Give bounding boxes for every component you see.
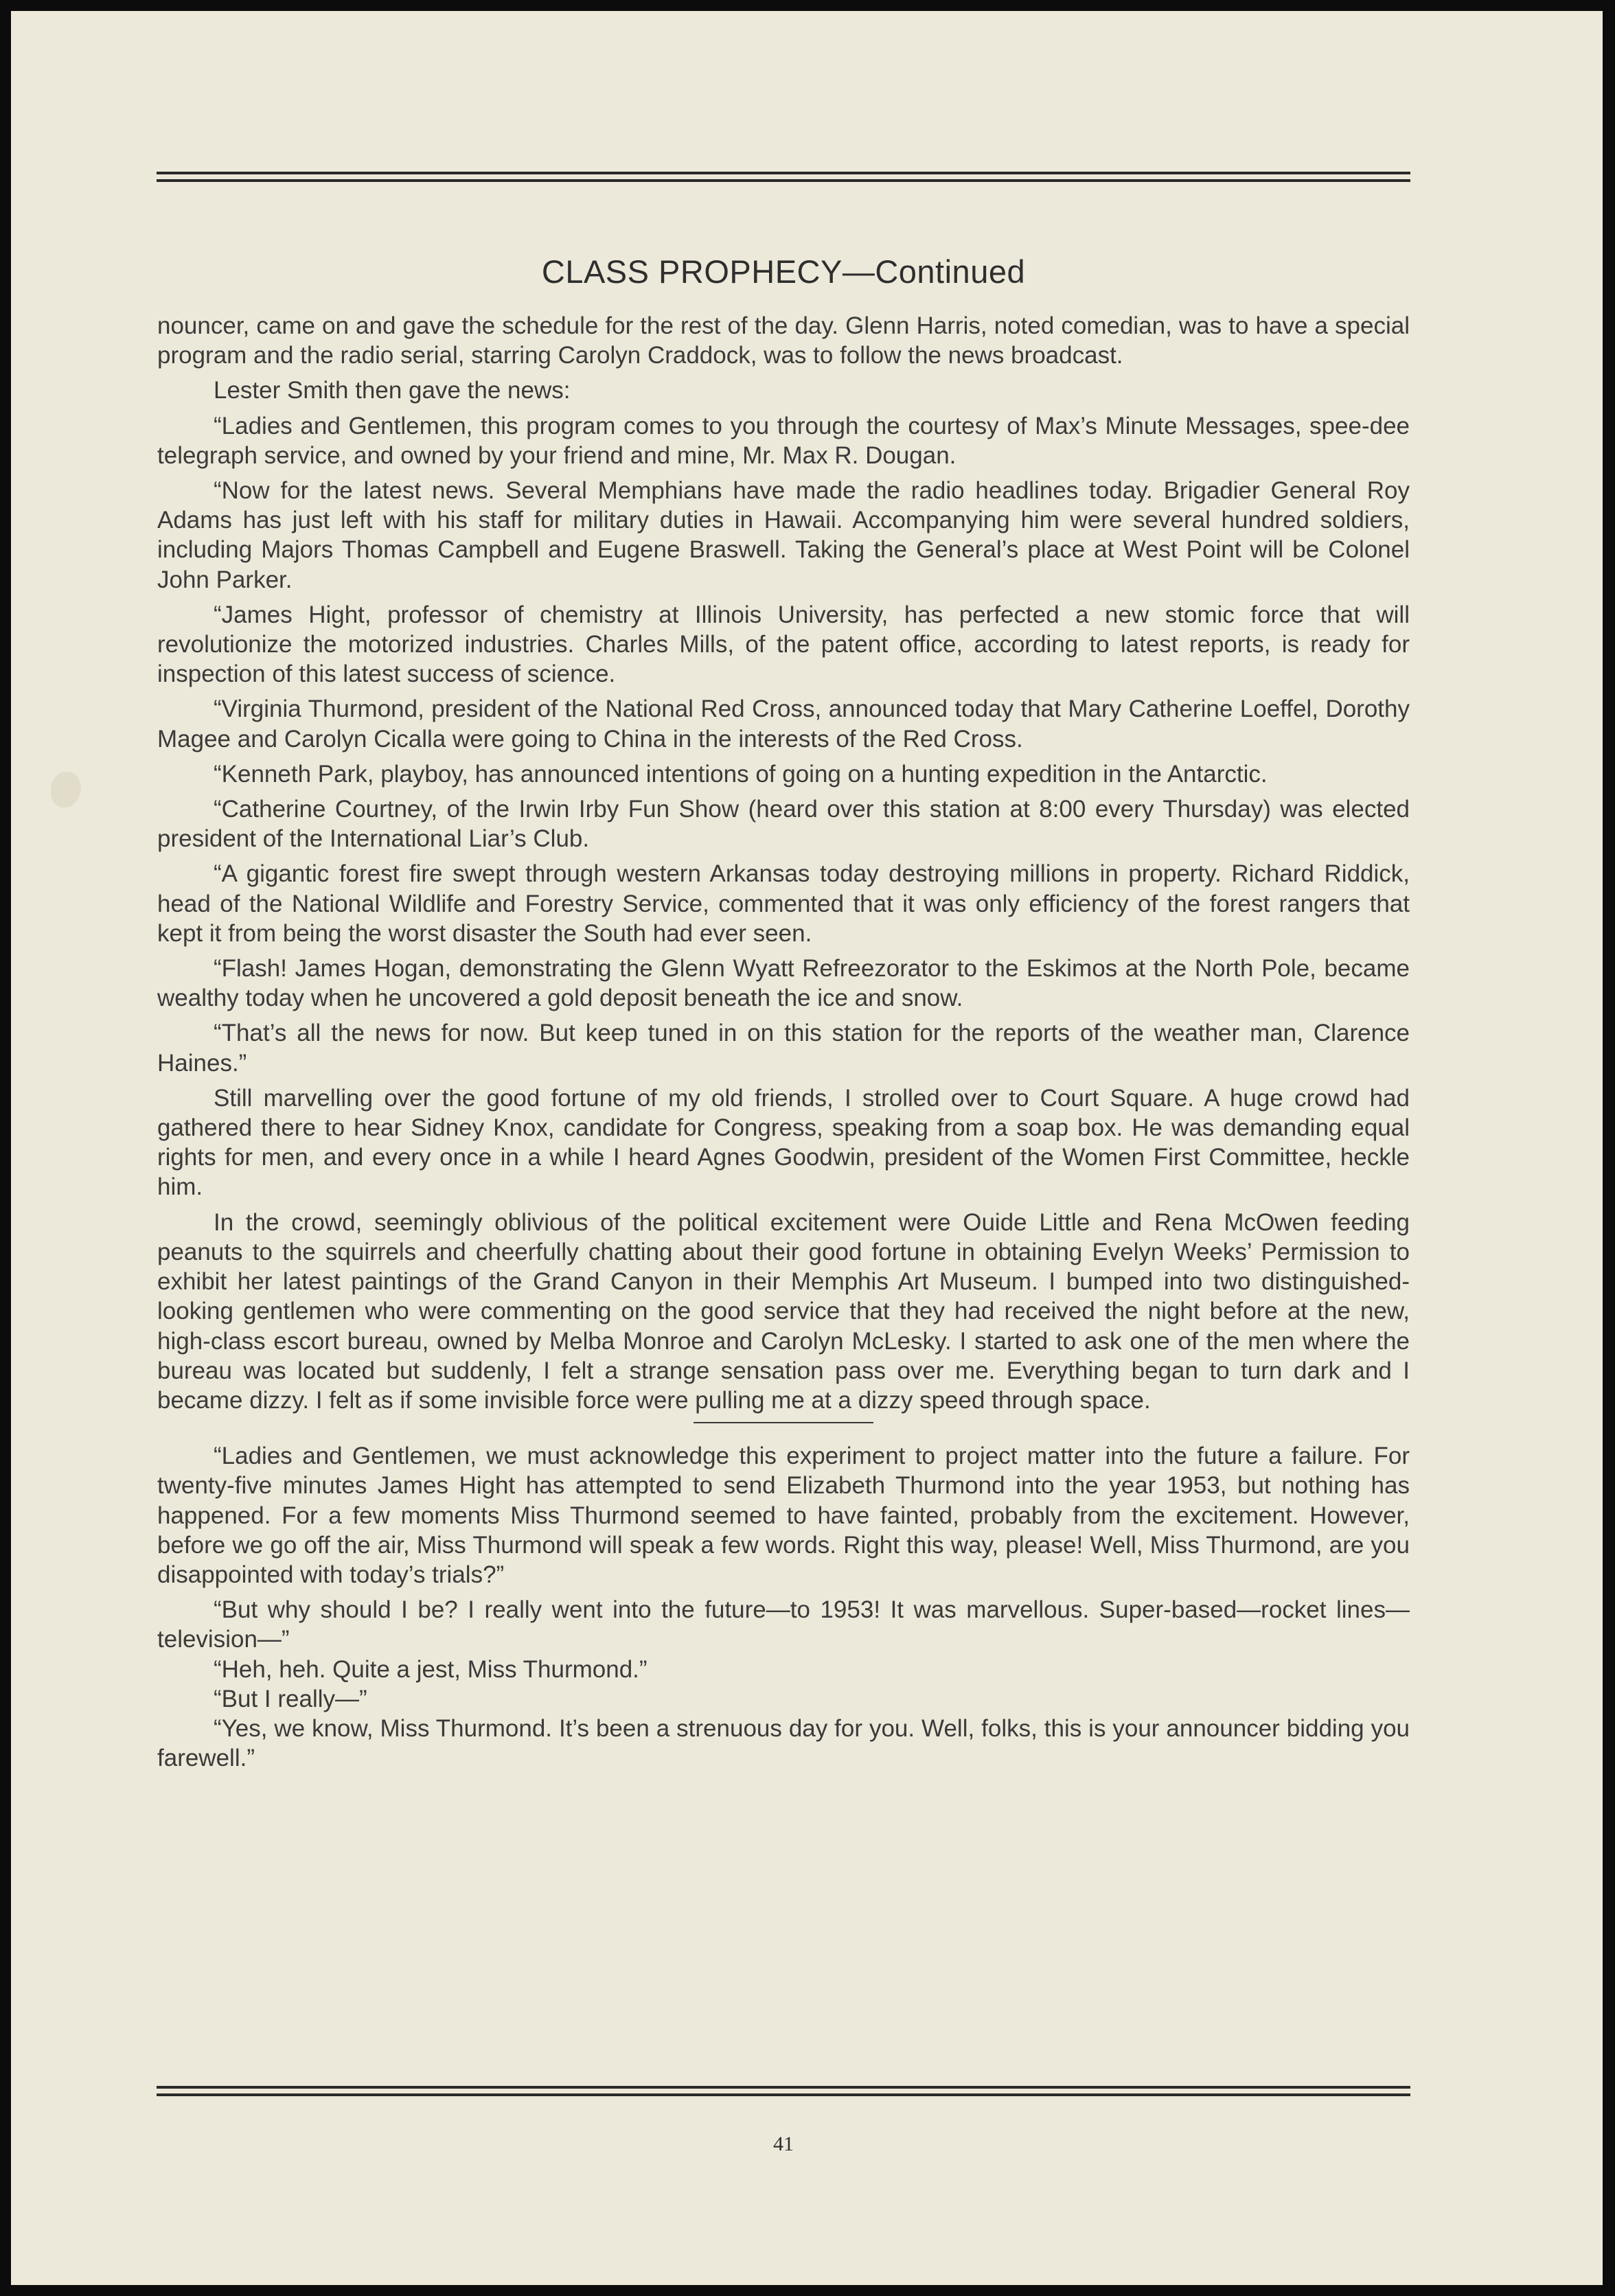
paragraph: “But I really—”	[214, 1685, 367, 1712]
paragraph: “Flash! James Hogan, demonstrating the Glenn Wyatt Refreezorator to the Eskimos at the North Pole, became wealthy today when he uncovered a gold deposit beneath the ice and snow.	[157, 955, 1410, 1012]
paragraph: “A gigantic forest fire swept through western Arkansas today destroying millions in property. Richard Riddick, head of the National Wildlife and Forestry Service, commented that it was only efficiency of the forest rangers that kept it from being the worst disaster the South had ever seen.	[157, 860, 1410, 947]
top-double-rule	[157, 172, 1410, 182]
paragraph: Still marvelling over the good fortune of my old friends, I strolled over to Court Square. A huge crowd had gathered there to hear Sidney Knox, candidate for Congress, speaking from a soap box. He was demanding equal rights for men, and every once in a while I heard Agnes Goodwin, president of the Women First Committee, heckle him.	[157, 1084, 1410, 1201]
article-body	[157, 311, 1410, 1773]
paragraph: “But why should I be? I really went into the future—to 1953! It was marvellous. Super-based—rocket lines—television—”	[157, 1596, 1410, 1653]
page-heading: CLASS PROPHECY—Continued	[541, 253, 1026, 290]
paragraph: “Now for the latest news. Several Memphians have made the radio headlines today. Brigadier General Roy Adams has just left with his staff for military duties in Hawaii. Accompanying him were several hundred soldiers, including Majors Thomas Campbell and Eugene Braswell. Taking the General’s place at West Point will be Colonel John Parker.	[157, 477, 1410, 593]
paragraph: In the crowd, seemingly oblivious of the political excitement were Ouide Little and Rena McOwen feeding peanuts to the squirrels and cheerfully chatting about their good fortune in obtaining Evelyn Weeks’ Permission to exhibit her latest paintings of the Grand Canyon in their Memphis Art Museum. I bumped into two distinguished-looking gentlemen who were commenting on the good service that they had received the night before at the new, high-class escort bureau, owned by Melba Monroe and Carolyn McLesky. I started to ask one of the men where the bureau was located but suddenly, I felt a strange sensation pass over me. Everything began to turn dark and I became dizzy. I felt as if some invisible force were pulling me at a dizzy speed through space.	[157, 1208, 1410, 1414]
paragraph: “Kenneth Park, playboy, has announced intentions of going on a hunting expedition in the Antarctic.	[214, 760, 1268, 788]
paragraph: “That’s all the news for now. But keep tuned in on this station for the reports of the weather man, Clarence Haines.”	[157, 1020, 1410, 1077]
paragraph: nouncer, came on and gave the schedule for the rest of the day. Glenn Harris, noted comedian, was to have a special program and the radio serial, starring Carolyn Craddock, was to follow the news broadcast.	[157, 312, 1410, 369]
page-number: 41	[773, 2133, 794, 2155]
paragraph: “Ladies and Gentlemen, we must acknowledge this experiment to project matter into the future a failure. For twenty-five minutes James Hight has attempted to send Elizabeth Thurmond into the year 1953, but nothing has happened. For a few moments Miss Thurmond seemed to have fainted, probably from the excitement. However, before we go off the air, Miss Thurmond will speak a few words. Right this way, please! Well, Miss Thurmond, are you disappointed with today’s trials?”	[157, 1443, 1410, 1588]
paragraph: “Yes, we know, Miss Thurmond. It’s been a strenuous day for you. Well, folks, this is your announcer bidding you farewell.”	[157, 1714, 1410, 1772]
paragraph: “Virginia Thurmond, president of the National Red Cross, announced today that Mary Catherine Loeffel, Dorothy Magee and Carolyn Cicalla were going to China in the interests of the Red Cross.	[157, 696, 1410, 753]
paragraph: “Ladies and Gentlemen, this program comes to you through the courtesy of Max’s Minute Messages, spee-dee telegraph service, and owned by your friend and mine, Mr. Max R. Dougan.	[157, 412, 1410, 469]
paragraph: “Heh, heh. Quite a jest, Miss Thurmond.”	[214, 1655, 648, 1683]
paragraph: “James Hight, professor of chemistry at Illinois University, has perfected a new stomic force that will revolutionize the motorized industries. Charles Mills, of the patent office, according to latest reports, is ready for inspection of this latest success of science.	[157, 601, 1410, 688]
bottom-double-rule	[157, 2086, 1410, 2096]
paper-smudge	[51, 772, 81, 807]
paragraph: Lester Smith then gave the news:	[214, 377, 571, 404]
paragraph: “Catherine Courtney, of the Irwin Irby Fun Show (heard over this station at 8:00 every Thursday) was elected president of the International Liar’s Club.	[157, 796, 1410, 853]
section-separator	[694, 1422, 873, 1423]
yearbook-page	[11, 11, 1603, 2285]
